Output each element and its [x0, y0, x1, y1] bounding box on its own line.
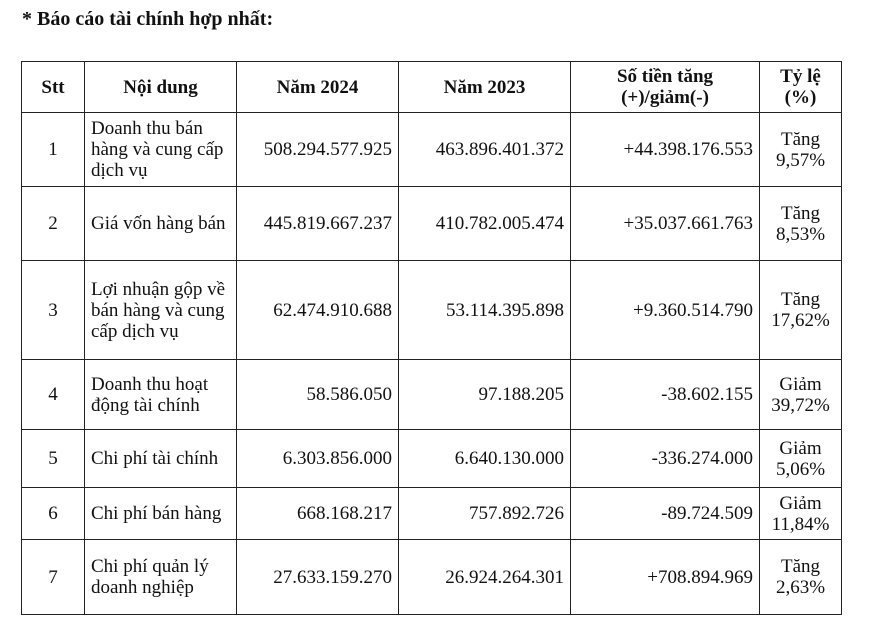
row-stt: 2 [22, 187, 85, 261]
row-percent: 8,53% [775, 223, 826, 245]
row-percent: 5,06% [775, 458, 826, 480]
row-value-2023: 463.896.401.372 [399, 113, 571, 187]
row-content: Chi phí quản lý doanh nghiệp [85, 540, 237, 615]
row-stt: 5 [22, 430, 85, 488]
row-percent: 11,84% [771, 513, 830, 535]
row-stt: 4 [22, 360, 85, 430]
row-percent: 2,63% [775, 577, 826, 598]
row-value-2024: 445.819.667.237 [237, 187, 399, 261]
row-value-2024: 668.168.217 [237, 488, 399, 540]
row-value-2023: 97.188.205 [399, 360, 571, 430]
row-value-2023: 410.782.005.474 [399, 187, 571, 261]
row-content: Chi phí bán hàng [85, 488, 237, 540]
header-ratio [760, 62, 842, 113]
row-stt: 6 [22, 488, 85, 540]
row-ratio [760, 187, 842, 261]
row-change: -38.602.155 [571, 360, 760, 430]
row-percent: 17,62% [771, 310, 830, 331]
table-row [22, 360, 842, 430]
row-ratio [760, 360, 842, 430]
row-direction: Tăng [780, 289, 821, 310]
table-row [22, 488, 842, 540]
row-change: +44.398.176.553 [571, 113, 760, 187]
header-change [571, 62, 760, 113]
row-ratio [760, 261, 842, 360]
header-year-2023: Năm 2023 [399, 62, 571, 113]
header-ratio-line2: (%) [784, 87, 817, 108]
row-value-2024: 62.474.910.688 [237, 261, 399, 360]
report-heading: * Báo cáo tài chính hợp nhất: [22, 8, 274, 30]
row-direction: Giảm [779, 492, 822, 514]
row-change: +35.037.661.763 [571, 187, 760, 261]
row-percent: 39,72% [771, 394, 830, 416]
row-value-2024: 27.633.159.270 [237, 540, 399, 615]
header-ratio-line1: Tỷ lệ [780, 66, 821, 87]
table-row [22, 540, 842, 615]
header-content: Nội dung [85, 62, 237, 113]
row-change: -336.274.000 [571, 430, 760, 488]
row-direction: Tăng [780, 556, 821, 577]
row-value-2023: 26.924.264.301 [399, 540, 571, 615]
row-percent: 9,57% [775, 149, 826, 171]
row-direction: Tăng [780, 128, 821, 150]
table-row [22, 430, 842, 488]
row-direction: Giảm [779, 373, 822, 395]
row-content: Lợi nhuận gộp về bán hàng và cung cấp dịch vụ [85, 261, 237, 360]
row-content: Doanh thu bán hàng và cung cấp dịch vụ [85, 113, 237, 187]
row-stt: 1 [22, 113, 85, 187]
header-stt: Stt [22, 62, 85, 113]
table-row [22, 261, 842, 360]
row-ratio [760, 430, 842, 488]
row-value-2023: 757.892.726 [399, 488, 571, 540]
table-row [22, 187, 842, 261]
financial-report-table [21, 61, 842, 615]
row-content: Doanh thu hoạt động tài chính [85, 360, 237, 430]
row-content: Giá vốn hàng bán [85, 187, 237, 261]
row-value-2023: 6.640.130.000 [399, 430, 571, 488]
header-year-2024: Năm 2024 [237, 62, 399, 113]
row-ratio [760, 540, 842, 615]
row-direction: Tăng [780, 202, 821, 224]
header-change-line2: (+)/giảm(-) [621, 87, 709, 108]
row-stt: 3 [22, 261, 85, 360]
row-value-2024: 58.586.050 [237, 360, 399, 430]
row-value-2024: 508.294.577.925 [237, 113, 399, 187]
row-ratio [760, 488, 842, 540]
table-row [22, 113, 842, 187]
row-direction: Giảm [779, 437, 822, 459]
row-stt: 7 [22, 540, 85, 615]
header-change-line1: Số tiền tăng [616, 66, 714, 87]
row-value-2024: 6.303.856.000 [237, 430, 399, 488]
header-row [22, 62, 842, 113]
row-change: +9.360.514.790 [571, 261, 760, 360]
row-ratio [760, 113, 842, 187]
row-change: +708.894.969 [571, 540, 760, 615]
row-change: -89.724.509 [571, 488, 760, 540]
row-content: Chi phí tài chính [85, 430, 237, 488]
row-value-2023: 53.114.395.898 [399, 261, 571, 360]
